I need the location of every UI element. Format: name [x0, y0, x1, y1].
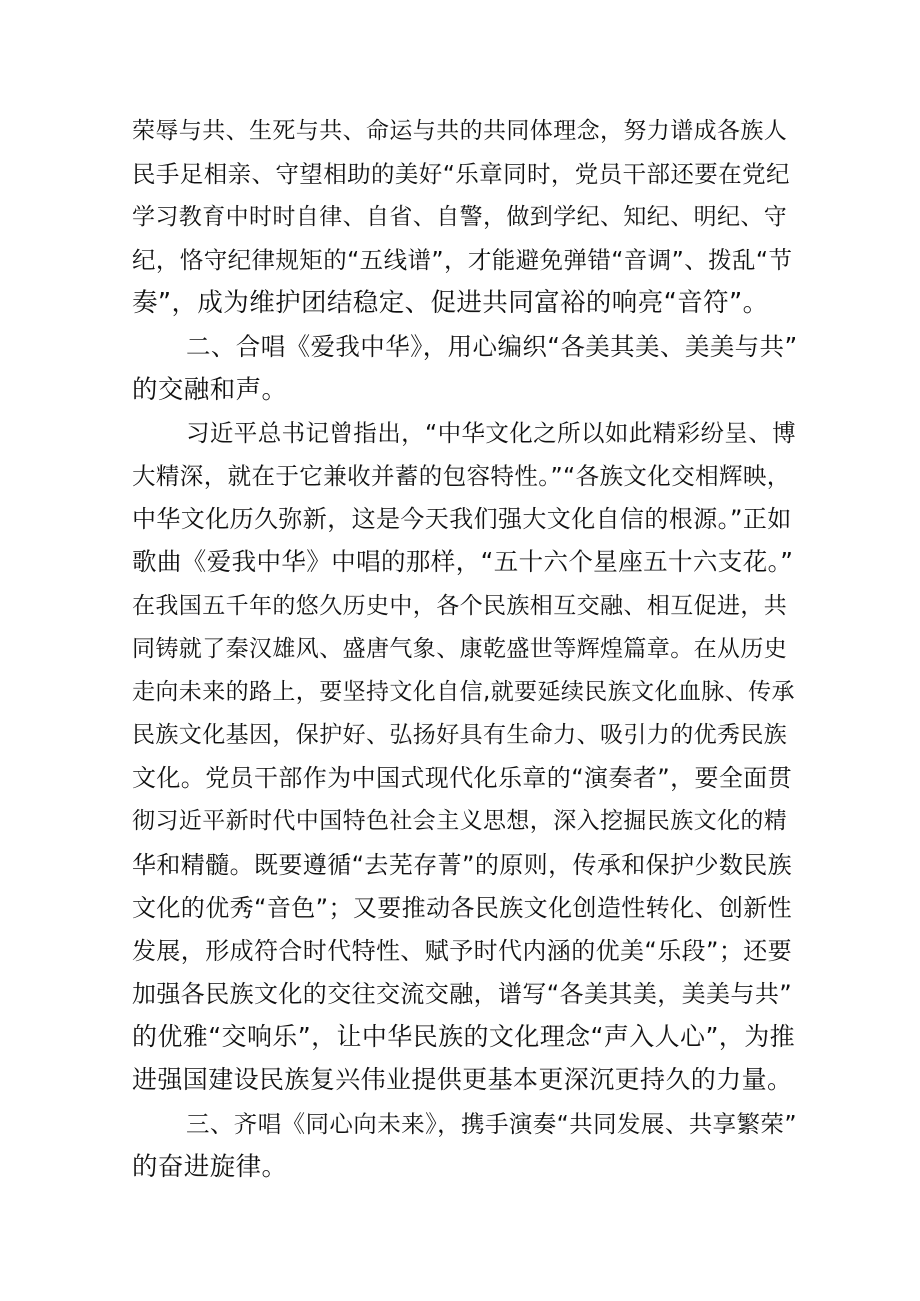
text-line: 的优雅“交响乐”，让中华民族的文化理念“声入人心”，为推 [132, 1022, 796, 1051]
text-line: 大精深，就在于它兼收并蓄的包容特性。”“各族文化交相辉映， [132, 462, 791, 490]
section-heading-continuation: 的交融和声。 [132, 375, 288, 405]
text-line: 在我国五千年的悠久历史中，各个民族相互交融、相互促进，共 [132, 593, 788, 619]
text-line: 习近平总书记曾指出，“中华文化之所以如此精彩纷呈、博 [186, 419, 797, 447]
text-line: 歌曲《爱我中华》中唱的那样，“五十六个星座五十六支花。” [132, 547, 794, 576]
text-line: 走向未来的路上，要坚持文化自信,就要延续民族文化血脉、传承 [132, 679, 795, 705]
text-line: 奏”，成为维护团结稳定、促进共同富裕的响亮“音符”。 [132, 288, 769, 318]
section-heading: 二、合唱《爱我中华》，用心编织“各美其美、美美与共” [186, 332, 798, 361]
section-heading: 三、齐唱《同心向未来》，携手演奏“共同发展、共享繁荣” [186, 1110, 797, 1138]
text-line: 发展，形成符合时代特性、赋予时代内涵的优美“乐段”；还要 [132, 937, 793, 965]
text-line: 加强各民族文化的交往交流交融，谱写“各美其美，美美与共” [132, 980, 793, 1008]
text-line: 同铸就了秦汉雄风、盛唐气象、康乾盛世等辉煌篇章。在从历史 [132, 636, 788, 662]
text-line: 文化。党员干部作为中国式现代化乐章的“演奏者”，要全面贯 [132, 764, 793, 792]
text-line: 文化的优秀“音色”；又要推动各民族文化创造性转化、创新性 [132, 894, 793, 922]
text-line: 纪，恪守纪律规矩的“五线谱”，才能避免弹错“音调”、拨乱“节 [132, 246, 793, 274]
text-line: 荣辱与共、生死与共、命运与共的共同体理念，努力谱成各族人 [132, 118, 788, 144]
text-line: 进强国建设民族复兴伟业提供更基本更深沉更持久的力量。 [132, 1065, 793, 1094]
text-line: 华和精髓。既要遵循“去芜存菁”的原则，传承和保护少数民族 [132, 851, 793, 879]
text-line: 民手足相亲、守望相助的美好“乐章同时，党员干部还要在党纪 [132, 160, 790, 188]
text-line: 彻习近平新时代中国特色社会主义思想，深入挖掘民族文化的精 [132, 808, 788, 834]
section-heading-continuation: 的奋进旋律。 [132, 1152, 288, 1182]
text-line: 民族文化基因，保护好、弘扬好具有生命力、吸引力的优秀民族 [132, 722, 788, 748]
text-line: 中华文化历久弥新，这是今天我们强大文化自信的根源。”正如 [132, 505, 792, 533]
text-line: 学习教育中时时自律、自省、自警，做到学纪、知纪、明纪、守 [132, 204, 788, 230]
